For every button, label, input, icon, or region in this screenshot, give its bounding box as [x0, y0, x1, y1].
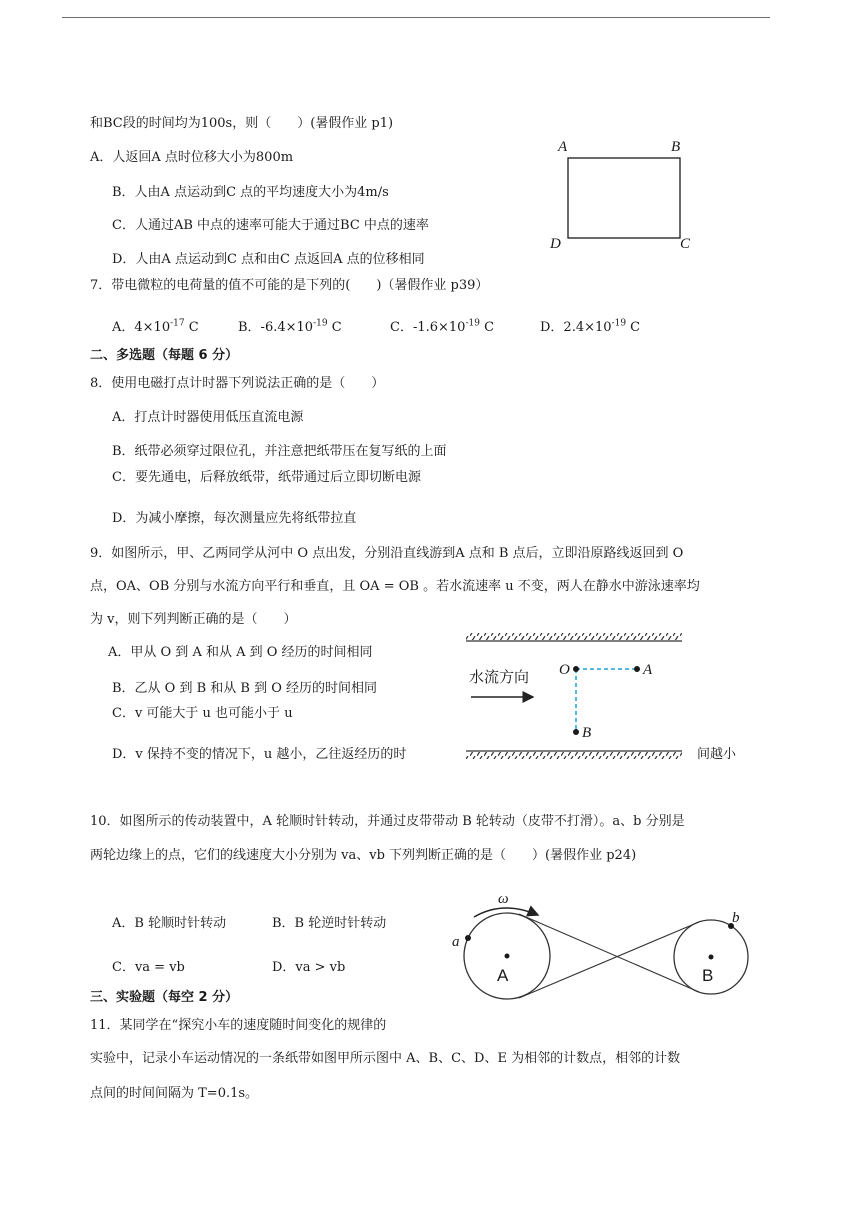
q9-option-c: C．v 可能大于 u 也可能小于 u — [112, 706, 293, 721]
q8-option-d: D．为减小摩擦，每次测量应先将纸带拉直 — [112, 511, 357, 526]
q6-rectangle-figure — [548, 136, 708, 252]
q8-option-b: B．纸带必须穿过限位孔，并注意把纸带压在复写纸的上面 — [112, 444, 447, 459]
q9-option-a: A．甲从 O 到 A 和从 A 到 O 经历的时间相同 — [108, 645, 373, 660]
q8-option-c: C．要先通电，后释放纸带，纸带通过后立即切断电源 — [112, 470, 421, 485]
river-bank-top — [466, 633, 682, 640]
q7-option-a: A．$4\times 10^{-17}$ C — [112, 318, 199, 335]
q9-option-d-tail: 间越小 — [697, 747, 737, 762]
fig-label-c: C — [680, 236, 691, 252]
q10-option-b: B．B 轮逆时针转动 — [272, 916, 387, 931]
q8-option-a: A．打点计时器使用低压直流电源 — [112, 410, 304, 425]
q9-option-b: B．乙从 O 到 B 和从 B 到 O 经历的时间相同 — [112, 681, 378, 696]
q6-option-b: B．人由A 点运动到C 点的平均速度大小为4m/s — [112, 185, 389, 200]
rectangle-path — [568, 158, 680, 238]
q10-pulley-figure — [448, 880, 760, 1002]
fig-label-a-lower: a — [452, 934, 460, 950]
flow-direction-label: 水流方向 — [469, 668, 530, 686]
q9-river-figure — [463, 628, 685, 764]
q8-stem: 8．使用电磁打点计时器下列说法正确的是（ ） — [90, 376, 385, 391]
q10-option-a: A．B 轮顺时针转动 — [112, 916, 227, 931]
belt-lower — [519, 922, 699, 998]
q9-stem-line2: 点，OA、OB 分别与水流方向平行和垂直，且 OA = OB 。若水流速率 u 不变，两人在静水中游泳速率均 — [90, 579, 700, 594]
fig-label-a: A — [558, 139, 568, 155]
section-heading-experiment: 三、实验题（每空 2 分） — [90, 990, 239, 1005]
q11-stem-line2: 实验中，记录小车运动情况的一条纸带如图甲所示图中 A、B、C、D、E 为相邻的计数点，相邻的计数 — [90, 1051, 681, 1066]
fig-label-b: B — [582, 725, 592, 741]
point-o — [573, 666, 579, 672]
q10-option-c: C．va = vb — [112, 960, 185, 975]
q11-stem-line3: 点间的时间间隔为 T=0.1s。 — [90, 1086, 259, 1101]
q10-stem-line2: 两轮边缘上的点，它们的线速度大小分别为 va、vb 下列判断正确的是（ ）(暑假作业 p24) — [90, 848, 637, 863]
q6-stem: 和BC段的时间均为100s，则（ ）(暑假作业 p1) — [90, 116, 394, 131]
section-heading-multi-choice: 二、多选题（每题 6 分） — [90, 348, 239, 363]
fig-label-o: O — [559, 662, 570, 678]
fig-label-a: A — [643, 662, 653, 678]
belt-upper — [519, 914, 699, 992]
fig-label-b: B — [671, 139, 681, 155]
q9-stem-line3: 为 v，则下列判断正确的是（ ） — [90, 612, 297, 627]
wheel-label-b: B — [702, 966, 714, 985]
wheel-label-a: A — [497, 966, 509, 985]
fig-label-b-lower: b — [732, 910, 740, 926]
q6-option-c: C．人通过AB 中点的速率可能大于通过BC 中点的速率 — [112, 218, 429, 233]
point-b — [573, 729, 579, 735]
header-rule — [62, 17, 770, 18]
q10-option-d: D．va > vb — [272, 960, 346, 975]
q10-stem-line1: 10．如图所示的传动装置中，A 轮顺时针转动，并通过皮带带动 B 轮转动（皮带不打滑）。a、b 分别是 — [90, 814, 685, 829]
q11-stem-line1: 11．某同学在“探究小车的速度随时间变化的规律的 — [90, 1018, 387, 1033]
fig-label-d: D — [550, 236, 561, 252]
omega-label: ω — [498, 891, 509, 907]
q9-option-d: D．v 保持不变的情况下，u 越小，乙往返经历的时 — [112, 747, 407, 762]
q7-option-b: B．$-6.4\times 10^{-19}$ C — [238, 318, 342, 335]
q7-option-d: D．$2.4\times 10^{-19}$ C — [540, 318, 641, 335]
river-bank-bottom — [466, 752, 682, 759]
q7-option-c: C．$-1.6\times 10^{-19}$ C — [390, 318, 495, 335]
point-a-edge — [465, 935, 471, 941]
point-a — [634, 666, 640, 672]
q6-option-d: D．人由A 点运动到C 点和由C 点返回A 点的位移相同 — [112, 252, 425, 267]
q6-option-a: A．人返回A 点时位移大小为800m — [90, 150, 294, 165]
q9-stem-line1: 9．如图所示，甲、乙两同学从河中 O 点出发，分别沿直线游到A 点和 B 点后，立即沿原路线返回到 O — [90, 546, 684, 561]
q7-stem: 7．带电微粒的电荷量的值不可能的是下列的( )（暑假作业 p39） — [90, 278, 489, 293]
